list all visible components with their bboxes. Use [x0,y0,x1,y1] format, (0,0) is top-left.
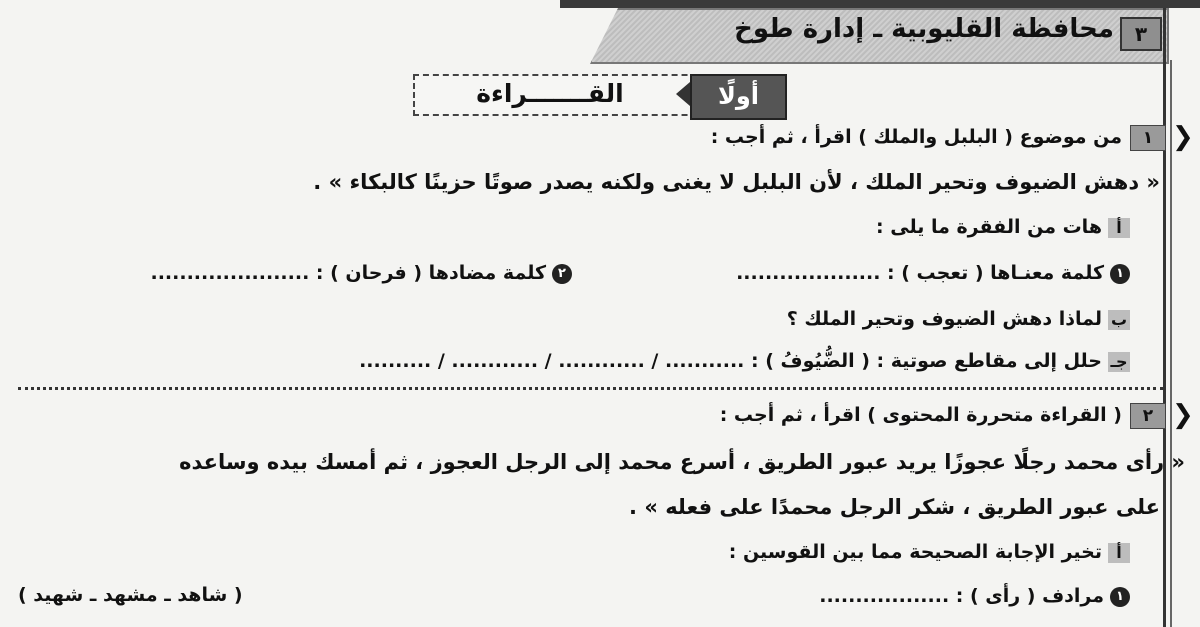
sub-question-text: هات من الفقرة ما يلى : [876,216,1102,238]
item-number-badge: ١ [1110,264,1130,284]
item-number-badge: ١ [1110,587,1130,607]
dotted-divider [18,387,1163,390]
sub-question-text: حلل إلى مقاطع صوتية : ( الضُّيُوفُ ) : ........... / ............ / ............ / .......... [359,350,1102,372]
answer-item [151,262,573,284]
question-intro: ( القراءة متحررة المحتوى ) اقرأ ، ثم أجب : [719,404,1122,426]
item-text: كلمة معنـاها ( تعجب ) : .................... [736,262,1104,284]
item-number-badge: ٢ [552,264,572,284]
item-text: كلمة مضادها ( فرحان ) : ...................... [150,262,546,284]
page-number-badge: ٣ [1120,17,1162,51]
answer-item [819,585,1130,607]
letter-badge: أ [1108,543,1130,563]
header-title: محافظة القليوبية ـ إدارة طوخ [734,14,1114,44]
answer-item [736,262,1130,284]
question-intro: من موضوع ( البلبل والملك ) اقرأ ، ثم أجب : [710,126,1122,148]
chevron-right-icon: ❯ [1172,400,1194,430]
sub-question-b [787,308,1130,330]
letter-badge: جـ [1108,352,1130,372]
question-number: ٢ [1130,403,1166,429]
sub-question-text: تخير الإجابة الصحيحة مما بين القوسين : [728,541,1102,563]
passage-text-line1: « رأى محمد رجلًا عجوزًا يريد عبور الطريق ، أسرع محمد إلى الرجل العجوز ، ثم أمسك بيده وساعده [179,450,1185,474]
chevron-right-icon: ❯ [1172,122,1194,152]
answer-choices: ( شاهد ـ مشهد ـ شهيد ) [18,584,243,606]
item-text: مرادف ( رأى ) : .................. [819,585,1104,607]
letter-badge: ب [1108,310,1130,330]
sub-question-c [359,350,1130,372]
top-strip [560,0,1200,8]
sub-question-a [876,216,1130,238]
letter-badge: أ [1108,218,1130,238]
sub-question-text: لماذا دهش الضيوف وتحير الملك ؟ [786,308,1102,330]
sub-question-a [729,541,1130,563]
section-title: القـــــــراءة [476,79,624,108]
section-arrow-icon [676,82,690,106]
question-number: ١ [1130,125,1166,151]
page-border [1163,8,1166,627]
section-tag: أولًا [690,74,787,120]
passage-text: « دهش الضيوف وتحير الملك ، لأن البلبل لا يغنى ولكنه يصدر صوتًا حزينًا كالبكاء » . [313,170,1160,194]
passage-text-line2: على عبور الطريق ، شكر الرجل محمدًا على فعله » . [629,495,1160,519]
